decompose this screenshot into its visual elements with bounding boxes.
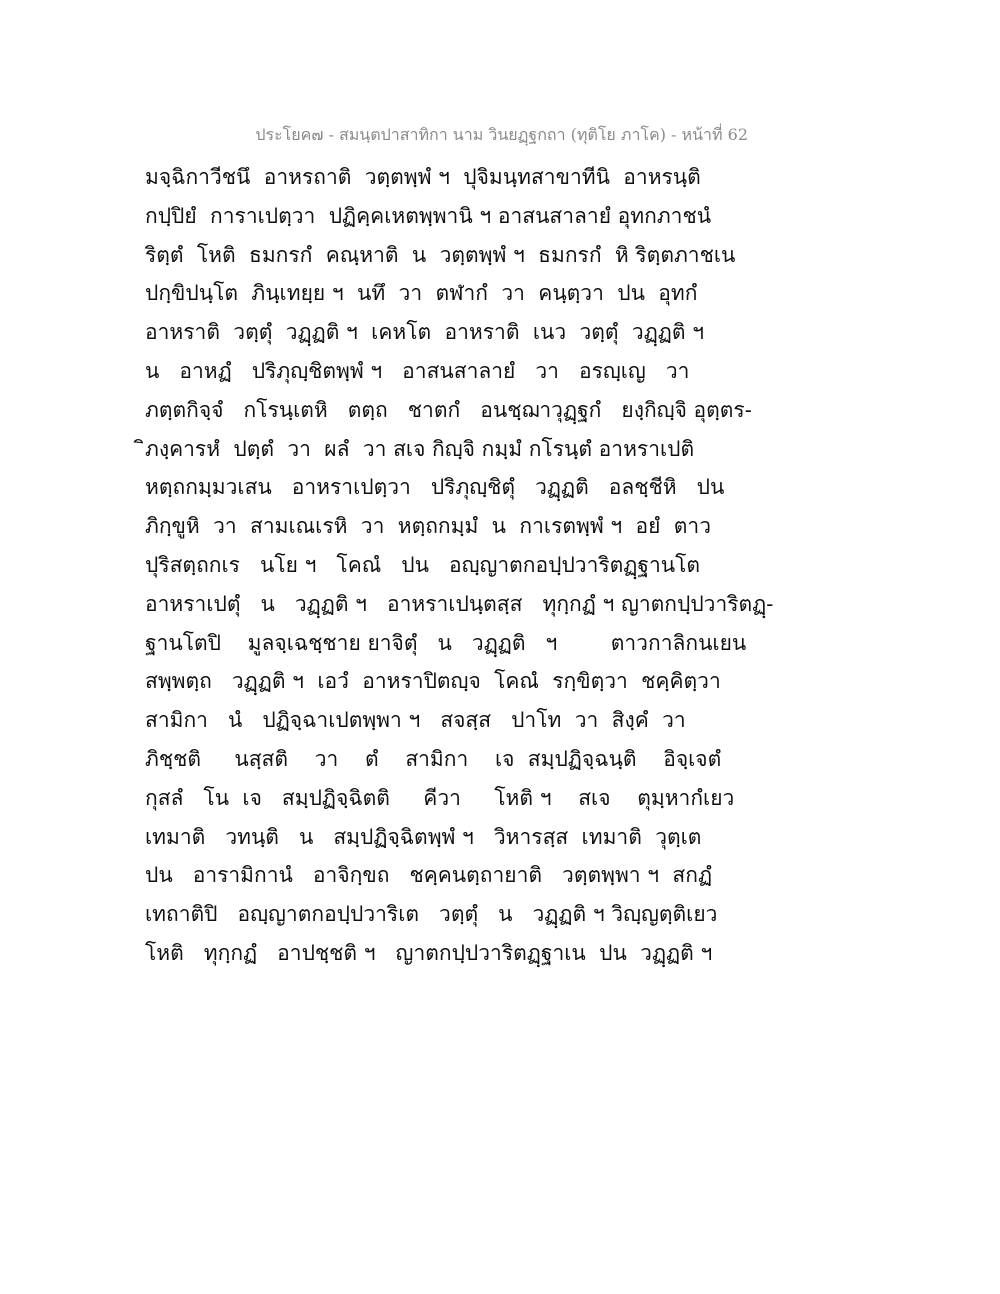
text-line: ฐานโตปิ มูลจฺเฉชฺชาย ยาจิตุํ น วฏฺฏติ ฯ ตาวกาลิกนเยน xyxy=(145,630,747,655)
text-line: ปกฺขิปนฺโต ภินฺเทยฺย ฯ นทึ วา ตฬากํ วา คนฺตฺวา ปน อุทกํ xyxy=(145,281,698,306)
text-line: ภตฺตกิจฺจํ กโรนฺเตหิ ตตฺถ ชาตกํ อนชฺฌาวุฏฺฐกํ ยงฺกิญฺจิ อุตฺตร- xyxy=(145,397,752,422)
text-line: ภิชฺชติ นสฺสติ วา ตํ สามิกา เจ สมฺปฏิจฺฉนฺติ อิจฺเจตํ xyxy=(145,746,722,771)
text-line: กปฺปิยํ การาเปตฺวา ปฏิคฺคเหตพฺพานิ ฯ อาสนสาลายํ อุทกภาชนํ xyxy=(145,203,712,228)
text-line: ริตฺตํ โหติ ธมกรกํ คณฺหาติ น วตฺตพฺพํ ฯ ธมกรกํ หิ ริตฺตภาชเน xyxy=(145,242,736,267)
text-line: ิภงฺคารหํ ปตฺตํ วา ผลํ วา สเจ กิญฺจิ กมฺมํ กโรนฺตํ อาหราเปติ xyxy=(145,436,695,461)
text-line: ปน อารามิกานํ อาจิกฺขถ ชคฺคนตฺถายาติ วตฺตพฺพา ฯ สกฏํ xyxy=(145,863,713,888)
text-line: อาหราเปตุํ น วฏฺฏติ ฯ อาหราเปนฺตสฺส ทุกฺกฏํ ฯ ญาตกปฺปวาริตฏฺ- xyxy=(145,591,774,616)
text-line: กุสลํ โน เจ สมฺปฏิจฺฉิตติ คีวา โหติ ฯ สเจ ตุมฺหากํเยว xyxy=(145,785,735,810)
text-line: สามิกา นํ ปฏิจฺฉาเปตพฺพา ฯ สจสฺส ปาโท วา สิงฺคํ วา xyxy=(145,708,686,733)
body-text xyxy=(145,158,774,973)
text-line: มจฺฉิกาวีชนึ อาหรถาติ วตฺตพฺพํ ฯ ปุจิมนฺทสาขาทีนิ อาหรนฺติ xyxy=(145,165,701,189)
text-line: เทมาติ วทนฺติ น สมฺปฏิจฺฉิตพฺพํ ฯ วิหารสฺส เทมาติ วุตฺเต xyxy=(145,824,702,849)
text-line: ภิกฺขูหิ วา สามเณเรหิ วา หตฺถกมฺมํ น กาเรตพฺพํ ฯ อยํ ตาว xyxy=(145,514,711,539)
text-line: อาหราติ วตฺตุํ วฏฺฏติ ฯ เคหโต อาหราติ เนว วตฺตุํ วฏฺฏติ ฯ xyxy=(145,320,705,345)
text-line: น อาหฏํ ปริภุญฺชิตพฺพํ ฯ อาสนสาลายํ วา อรญฺเญ วา xyxy=(145,358,690,383)
text-line: ปุริสตฺถกเร นโย ฯ โคณํ ปน อญฺญาตกอปฺปวาริตฏฺฐานโต xyxy=(145,552,701,577)
text-line: หตฺถกมฺมวเสน อาหราเปตฺวา ปริภุญฺชิตุํ วฏฺฏติ อลชฺชีหิ ปน xyxy=(145,475,725,500)
text-line: โหติ ทุกฺกฏํ อาปชฺชติ ฯ ญาตกปฺปวาริตฏฺฐาเน ปน วฏฺฏติ ฯ xyxy=(145,940,713,965)
text-line: สพฺพตฺถ วฏฺฏติ ฯ เอวํ อาหราปิตญฺจ โคณํ รกฺขิตฺวา ชคฺคิตฺวา xyxy=(145,669,721,694)
page-header: ประโยค๗ - สมนฺตปาสาทิกา นาม วินยฏฺฐกถา (ทุติโย ภาโค) - หน้าที่ 62 xyxy=(255,125,748,144)
text-line: เทถาติปิ อญฺญาตกอปฺปวาริเต วตฺตุํ น วฏฺฏติ ฯ วิญฺญตฺติเยว xyxy=(145,902,718,927)
